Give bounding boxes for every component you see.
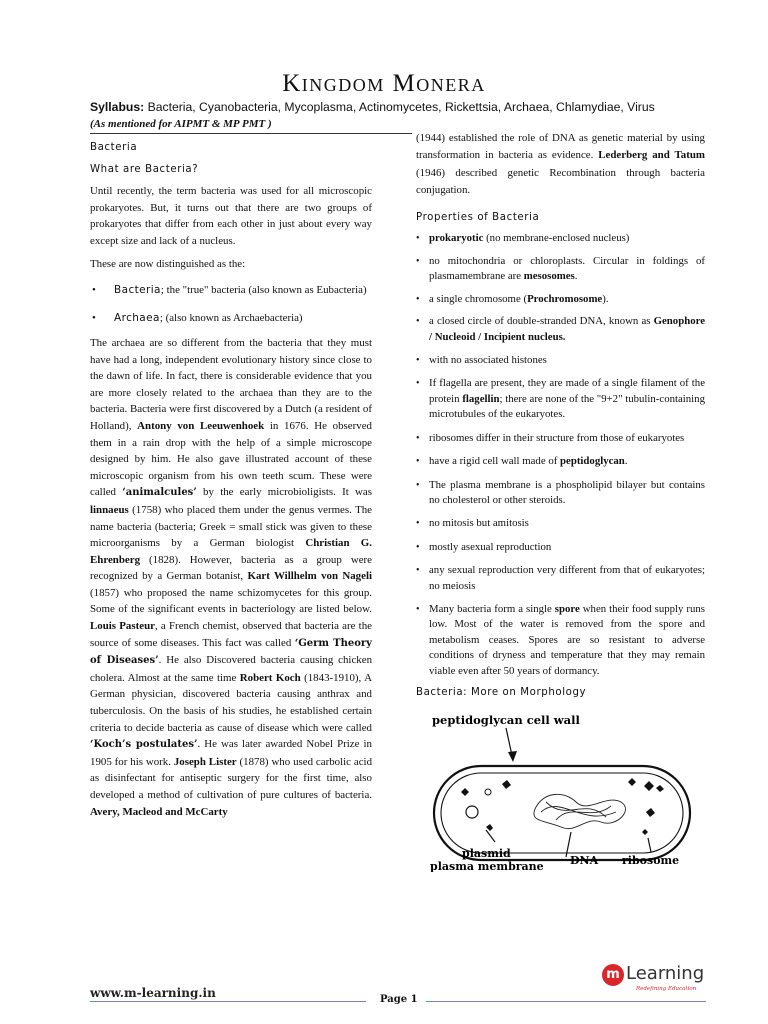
intro-paragraph: Until recently, the term bacteria was used for all microscopic prokaryotes. But, it turns out that there are two groups of prokaryotes that differ from each other in just about every way except size and lack of a nucleus. <box>90 185 372 247</box>
history-text: (1878) who used carbolic acid as disinfectant for antiseptic surgery for the first time, also developed a method of cultivation of pure cultures of bacteria. <box>90 755 373 801</box>
bullet-icon: • <box>416 378 420 390</box>
list-item <box>416 516 705 531</box>
property-term: prokaryotic <box>429 231 484 244</box>
bullet-icon: • <box>416 256 420 268</box>
property-text: . <box>624 455 628 468</box>
history-text: , a French chemist, observed that bacteria are the source of some diseases. This fact was called <box>90 620 372 649</box>
bold-term: Joseph Lister <box>173 755 237 768</box>
list-item <box>416 254 705 285</box>
history-paragraph <box>90 335 372 820</box>
property-text: ribosomes differ in their structure from those of eukaryotes <box>429 431 685 444</box>
bold-term: ‘Germ Theory of Diseases’ <box>90 637 372 667</box>
list-item <box>416 353 705 368</box>
label-cell-wall: peptidoglycan cell wall <box>432 712 580 727</box>
property-text: any sexual reproduction very different from that of eukaryotes; no meiosis <box>429 564 705 592</box>
bullet-icon: • <box>416 316 420 328</box>
property-text: If flagella are present, they are made of a single filament of the protein <box>429 377 705 405</box>
bold-term: Christian G. Ehrenberg <box>90 537 372 566</box>
property-text: a closed circle of double-stranded DNA, known as <box>429 315 654 328</box>
bold-term: Kart Willhelm von Nageli <box>247 570 373 583</box>
property-text: no mitosis but amitosis <box>429 517 529 530</box>
property-text: ). <box>602 292 609 305</box>
history-text: (1857) who proposed the name schizomycetes for this group. Some of the significant events in bacteriology are listed below. <box>90 586 372 616</box>
footer-divider <box>90 1001 366 1002</box>
bullet-icon: • <box>416 603 420 615</box>
bullet-icon: • <box>416 355 420 367</box>
properties-list <box>416 231 705 679</box>
bullet-icon: • <box>416 518 420 530</box>
history-text: by the early microbioligists. It was <box>196 486 372 499</box>
list-item <box>90 282 372 298</box>
property-term: peptidoglycan <box>560 455 625 468</box>
history-text: (1828). However, bacteria as a group were recognized by a German botanist, <box>90 553 372 583</box>
history-text: . He was later awarded Nobel Prize in 1905 for his work. <box>90 738 372 768</box>
bold-term: linnaeus <box>90 503 129 516</box>
list-item <box>416 563 705 594</box>
property-text: have a rigid cell wall made of <box>429 455 561 468</box>
property-term: flagellin <box>462 392 500 405</box>
distinguish-paragraph: These are now distinguished as the: <box>90 258 246 271</box>
exam-note: (As mentioned for AIPMT & MP PMT ) <box>90 118 272 130</box>
m-learning-logo <box>600 960 710 1000</box>
subheading-properties: Properties of Bacteria <box>416 211 540 223</box>
right-column <box>416 130 705 872</box>
list-item <box>416 602 705 679</box>
logo-tagline: Redefining Education <box>636 986 697 992</box>
property-text: The plasma membrane is a phospholipid bilayer but contains no cholesterol or other steroids. <box>429 478 705 506</box>
bold-term: Avery, Macleod and McCarty <box>90 805 228 818</box>
property-term: Genophore / Nucleoid / Incipient nucleus. <box>429 315 705 343</box>
list-item <box>416 431 705 446</box>
bacterium-diagram <box>416 702 706 872</box>
label-ribosome: ribosome <box>622 853 680 867</box>
bold-term: Lederberg and Tatum <box>598 149 705 162</box>
bullet-icon: • <box>92 283 96 296</box>
bullet-icon: • <box>416 432 420 444</box>
subheading-morphology: Bacteria: More on Morphology <box>416 686 587 698</box>
label-plasma-membrane: plasma membrane <box>430 859 544 872</box>
logo-text: Learning <box>626 963 705 984</box>
list-item <box>90 310 372 326</box>
list-item <box>416 231 705 246</box>
property-term: mesosomes <box>523 270 575 283</box>
term-bacteria-desc: ; the "true" bacteria (also known as Eubacteria) <box>160 283 367 296</box>
property-text: Many bacteria form a single <box>429 602 555 615</box>
list-item <box>416 454 705 469</box>
bullet-icon: • <box>416 541 420 553</box>
property-text: (no membrane-enclosed nucleus) <box>483 231 630 244</box>
term-bacteria: Bacteria <box>114 283 161 296</box>
section-heading-bacteria: Bacteria <box>90 142 138 153</box>
page-title: Kingdom Monera <box>282 70 486 97</box>
syllabus-text: Bacteria, Cyanobacteria, Mycoplasma, Actinomycetes, Rickettsia, Archaea, Chlamydiae, Virus <box>147 100 655 114</box>
property-text: . <box>574 270 578 283</box>
arrowhead-icon <box>508 751 517 762</box>
property-term: spore <box>554 602 580 615</box>
term-archaea-desc: ; (also known as Archaebacteria) <box>159 311 303 324</box>
logo-mark-icon: m <box>602 964 624 986</box>
history-text: . He also Discovered bacteria causing chicken cholera. Almost at the same time <box>90 654 373 684</box>
footer-divider <box>426 1001 706 1002</box>
dna-text: (1944) established the role of DNA as genetic material by using transformation in bacteria as evidence. <box>416 132 705 162</box>
history-text: The archaea are so different from the bacteria that they must have had a long, independent evolutionary history since close to the dawn of life. In fact, there is considerable evidence that you are more closely related to the archaea than they are to the bacteria. Bacteria were first discovered by a Dutch (a resident of Holland), <box>90 336 372 432</box>
list-item <box>416 292 705 307</box>
bold-term: Louis Pasteur <box>90 620 155 633</box>
label-dna: DNA <box>570 853 599 867</box>
subheading-what-are-bacteria: What are Bacteria? <box>90 164 199 175</box>
label-plasmid: plasmid <box>462 846 511 860</box>
list-item <box>416 540 705 555</box>
list-item <box>416 478 705 509</box>
syllabus-label: Syllabus: <box>90 100 145 114</box>
left-column <box>90 140 372 820</box>
property-text: no mitochondria or chloroplasts. Circular in foldings of plasmamembrane are <box>429 255 705 283</box>
bullet-icon: • <box>416 479 420 491</box>
property-text: mostly asexual reproduction <box>429 540 552 553</box>
list-item <box>416 376 705 422</box>
page-number: Page 1 <box>380 994 418 1005</box>
bold-term: Robert Koch <box>239 671 301 684</box>
property-text: when their food supply runs low. Most of the water is removed from the spore and metabolism ceases. Spores are so resistant to adverse conditions of dryness and temperature that they may remain viable even after 50 years of dormancy. <box>429 602 705 677</box>
dna-text: (1946) described genetic Recombination through bacteria conjugation. <box>416 166 705 197</box>
bullet-icon: • <box>416 456 420 468</box>
header-divider <box>90 133 412 134</box>
bullet-icon: • <box>92 311 96 324</box>
property-text: a single chromosome ( <box>429 292 528 305</box>
dna-paragraph <box>416 130 705 200</box>
list-item <box>416 314 705 345</box>
history-text: (1843-1910), A German physician, discovered bacteria causing anthrax and tuberculosis. On the basis of his studies, he established certain criteria to decide bacteria as cause of disease which were called <box>90 671 372 734</box>
term-archaea: Archaea <box>114 311 160 324</box>
property-text: with no associated histones <box>429 354 547 367</box>
history-text: in 1676. He observed them in a rain drop with the help of a simple microscope designed by him. He also gave illustrated account of these microscopic organism from his own teeth scum. These were called <box>90 419 372 499</box>
property-text: ; there are none of the "9+2" tubulin-containing microtubules of the eukaryotes. <box>429 392 705 421</box>
bold-term: ‘animalcules’ <box>122 487 197 499</box>
bullet-icon: • <box>416 293 420 305</box>
bullet-icon: • <box>416 232 420 244</box>
bullet-icon: • <box>416 565 420 577</box>
history-text: (1758) who placed them under the genus vermes. The name bacteria (bacteria; Greek = small stick was given to these microorganisms by a German biologist <box>90 503 372 550</box>
bold-term: Antony von Leeuwenhoek <box>137 419 265 432</box>
footer-url[interactable]: www.m-learning.in <box>90 986 216 1000</box>
property-term: Prochromosome <box>527 292 603 305</box>
syllabus-line <box>90 100 690 114</box>
bold-term: ‘Koch’s postulates’ <box>90 739 198 751</box>
